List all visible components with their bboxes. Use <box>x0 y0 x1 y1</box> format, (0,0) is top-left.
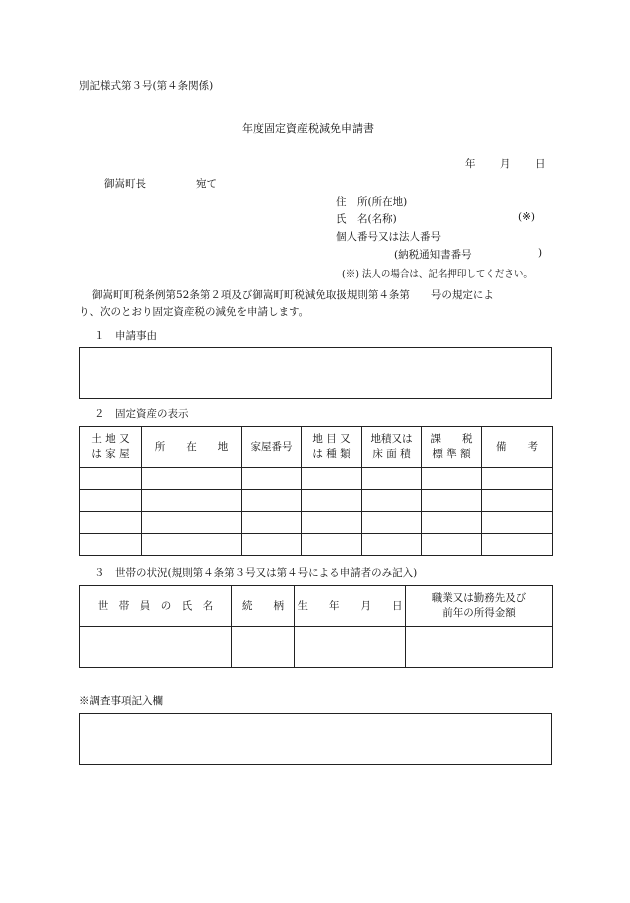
header-birthdate <box>295 586 406 627</box>
table-cell[interactable] <box>295 627 406 668</box>
household-row <box>80 627 553 668</box>
header-remarks <box>482 427 553 468</box>
header-relationship <box>232 586 295 627</box>
header-land-or-building-line1: 土 地 又 <box>91 433 130 445</box>
table-cell[interactable] <box>406 627 553 668</box>
tax-notice-close: ) <box>538 247 543 259</box>
section-2-heading: ２ 固定資産の表示 <box>94 408 189 420</box>
body-line-2: り、次のとおり固定資産税の減免を申請します。 <box>79 306 310 318</box>
table-cell[interactable] <box>242 512 302 534</box>
header-member-name <box>80 586 232 627</box>
header-member-name-line1: 世 帯 員 の 氏 名 <box>97 599 214 612</box>
header-land-or-building <box>80 427 142 468</box>
table-cell[interactable] <box>422 534 482 556</box>
header-tax-base <box>422 427 482 468</box>
header-area <box>362 427 422 468</box>
table-cell[interactable] <box>142 490 242 512</box>
form-number: 別記様式第３号(第４条関係) <box>79 80 214 92</box>
table-cell[interactable] <box>232 627 295 668</box>
property-row <box>80 512 553 534</box>
header-land-category-line2: は 種 類 <box>312 448 351 460</box>
table-cell[interactable] <box>80 627 232 668</box>
table-cell[interactable] <box>302 490 362 512</box>
header-house-number-line1: 家屋番号 <box>250 440 293 453</box>
header-tax-base-line1: 課 税 <box>430 433 473 445</box>
header-land-or-building-line2: は 家 屋 <box>91 448 130 460</box>
table-cell[interactable] <box>242 468 302 490</box>
table-cell[interactable] <box>142 512 242 534</box>
table-cell[interactable] <box>142 534 242 556</box>
table-cell[interactable] <box>242 534 302 556</box>
household-table <box>79 585 553 668</box>
form-title: 年度固定資産税減免申請書 <box>242 122 374 135</box>
table-cell[interactable] <box>302 468 362 490</box>
table-cell[interactable] <box>422 512 482 534</box>
table-cell[interactable] <box>242 490 302 512</box>
table-cell[interactable] <box>362 512 422 534</box>
applicant-address-label: 住 所(所在地) <box>336 196 408 208</box>
section-1-heading: １ 申請事由 <box>94 330 157 342</box>
table-cell[interactable] <box>482 512 553 534</box>
table-cell[interactable] <box>80 512 142 534</box>
property-row <box>80 468 553 490</box>
section-4-heading: ※調査事項記入欄 <box>79 695 163 707</box>
date-year-label: 年 <box>465 158 476 170</box>
section-3-heading: ３ 世帯の状況(規則第４条第３号又は第４号による申請者のみ記入) <box>94 567 418 579</box>
header-occupation-income-line2: 前年の所得金額 <box>442 607 516 619</box>
header-occupation-income-line1: 職業又は勤務先及び <box>431 592 527 604</box>
addressee-name: 御嵩町長 <box>104 178 146 190</box>
corporate-note: (※) 法人の場合は、記名押印してください。 <box>342 269 533 280</box>
header-relationship-line1: 続 柄 <box>242 599 284 612</box>
header-location-line1: 所 在 地 <box>154 440 229 453</box>
property-row <box>80 490 553 512</box>
table-cell[interactable] <box>80 534 142 556</box>
table-cell[interactable] <box>422 468 482 490</box>
property-row <box>80 534 553 556</box>
property-table <box>79 426 553 556</box>
header-area-line2: 床 面 積 <box>372 448 411 460</box>
table-cell[interactable] <box>302 534 362 556</box>
table-cell[interactable] <box>80 490 142 512</box>
header-land-category-line1: 地 目 又 <box>312 433 351 445</box>
personal-number-label: 個人番号又は法人番号 <box>336 231 441 243</box>
header-house-number <box>242 427 302 468</box>
header-remarks-line1: 備 考 <box>496 440 538 453</box>
addressee-suffix: 宛て <box>196 178 217 190</box>
table-cell[interactable] <box>142 468 242 490</box>
table-cell[interactable] <box>482 468 553 490</box>
header-occupation-income <box>406 586 553 627</box>
table-cell[interactable] <box>422 490 482 512</box>
header-birthdate-line1: 生 年 月 日 <box>297 599 403 612</box>
table-cell[interactable] <box>80 468 142 490</box>
table-cell[interactable] <box>482 490 553 512</box>
table-cell[interactable] <box>362 534 422 556</box>
header-area-line1: 地積又は <box>370 433 413 445</box>
table-cell[interactable] <box>362 468 422 490</box>
table-cell[interactable] <box>362 490 422 512</box>
tax-notice-label: (納税通知書番号 <box>394 249 472 261</box>
table-cell[interactable] <box>482 534 553 556</box>
header-land-category <box>302 427 362 468</box>
reason-box[interactable] <box>79 347 552 399</box>
body-line-1: 御嵩町町税条例第52条第２項及び御嵩町町税減免取扱規則第４条第 号の規定によ <box>92 289 494 301</box>
table-cell[interactable] <box>302 512 362 534</box>
header-tax-base-line2: 標 準 額 <box>432 448 471 460</box>
seal-mark: (※) <box>518 211 535 223</box>
header-location <box>142 427 242 468</box>
date-day-label: 日 <box>535 158 546 170</box>
date-month-label: 月 <box>500 158 511 170</box>
applicant-name-label: 氏 名(名称) <box>336 213 397 225</box>
investigation-box[interactable] <box>79 713 552 765</box>
